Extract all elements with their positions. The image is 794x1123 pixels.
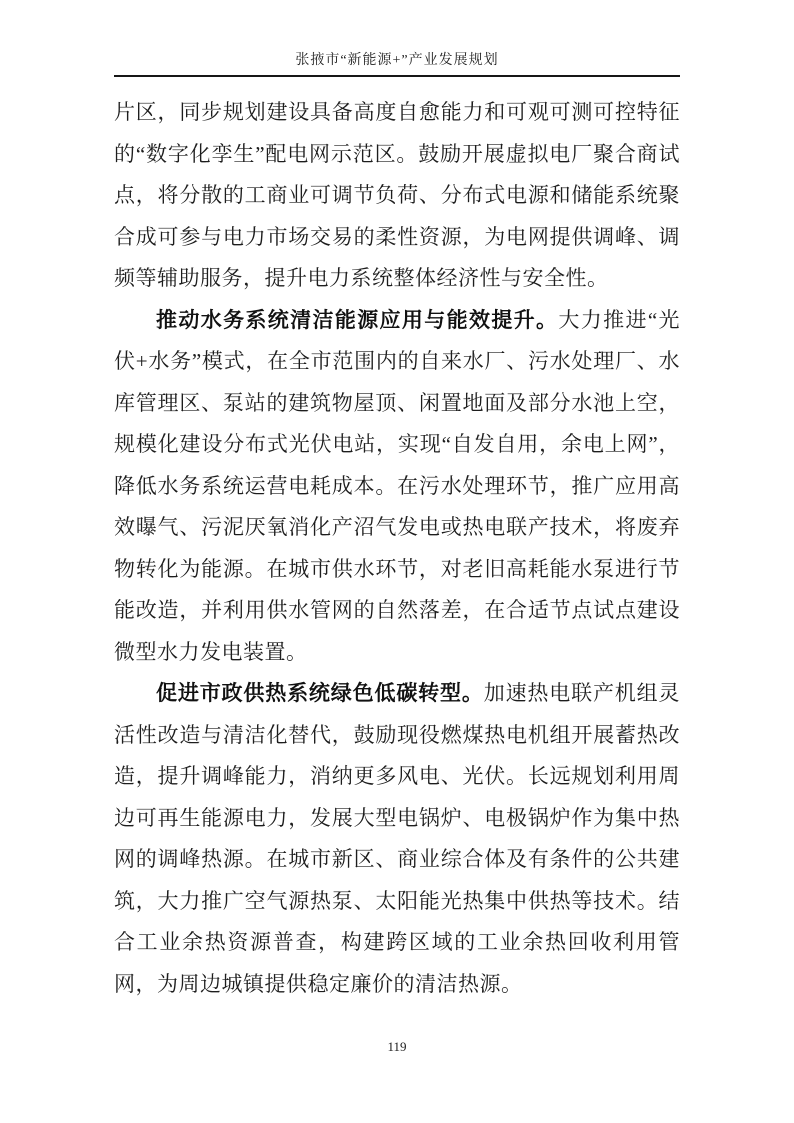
header-title: 张掖市“新能源+”产业发展规划 (295, 53, 499, 68)
paragraph (114, 92, 680, 300)
paragraph-text: 片区，同步规划建设具备高度自愈能力和可观可测可控特征的“数字化孪生”配电网示范区。鼓励开展虚拟电厂聚合商试点，将分散的工商业可调节负荷、分布式电源和储能系统聚合成可参与电力市场交易的柔性资源，为电网提供调峰、调频等辅助服务，提升电力系统整体经济性与安全性。 (114, 100, 680, 290)
page-number: 119 (387, 1039, 407, 1054)
paragraph-text: 加速热电联产机组灵活性改造与清洁化替代，鼓励现役燃煤热电机组开展蓄热改造，提升调峰能力，消纳更多风电、光伏。长远规划利用周边可再生能源电力，发展大型电锅炉、电极锅炉作为集中热网的调峰热源。在城市新区、商业综合体及有条件的公共建筑，大力推广空气源热泵、太阳能光热集中供热等技术。结合工业余热资源普查，构建跨区域的工业余热回收利用管网，为周边城镇提供稳定廉价的清洁热源。 (114, 681, 681, 996)
document-body (114, 92, 680, 1005)
paragraph (114, 300, 680, 674)
paragraph-lead-bold: 促进市政供热系统绿色低碳转型。 (156, 681, 484, 705)
paragraph-text: 大力推进“光伏+水务”模式，在全市范围内的自来水厂、污水处理厂、水库管理区、泵站的建筑物屋顶、闲置地面及部分水池上空，规模化建设分布式光伏电站，实现“自发自用，余电上网”，降低水务系统运营电耗成本。在污水处理环节，推广应用高效曝气、污泥厌氧消化产沼气发电或热电联产技术，将废弃物转化为能源。在城市供水环节，对老旧高耗能水泵进行节能改造，并利用供水管网的自然落差，在合适节点试点建设微型水力发电装置。 (114, 307, 681, 664)
page-footer (0, 1038, 794, 1056)
paragraph (114, 673, 680, 1005)
page-header (114, 0, 680, 77)
paragraph-lead-bold: 推动水务系统清洁能源应用与能效提升。 (156, 307, 559, 332)
